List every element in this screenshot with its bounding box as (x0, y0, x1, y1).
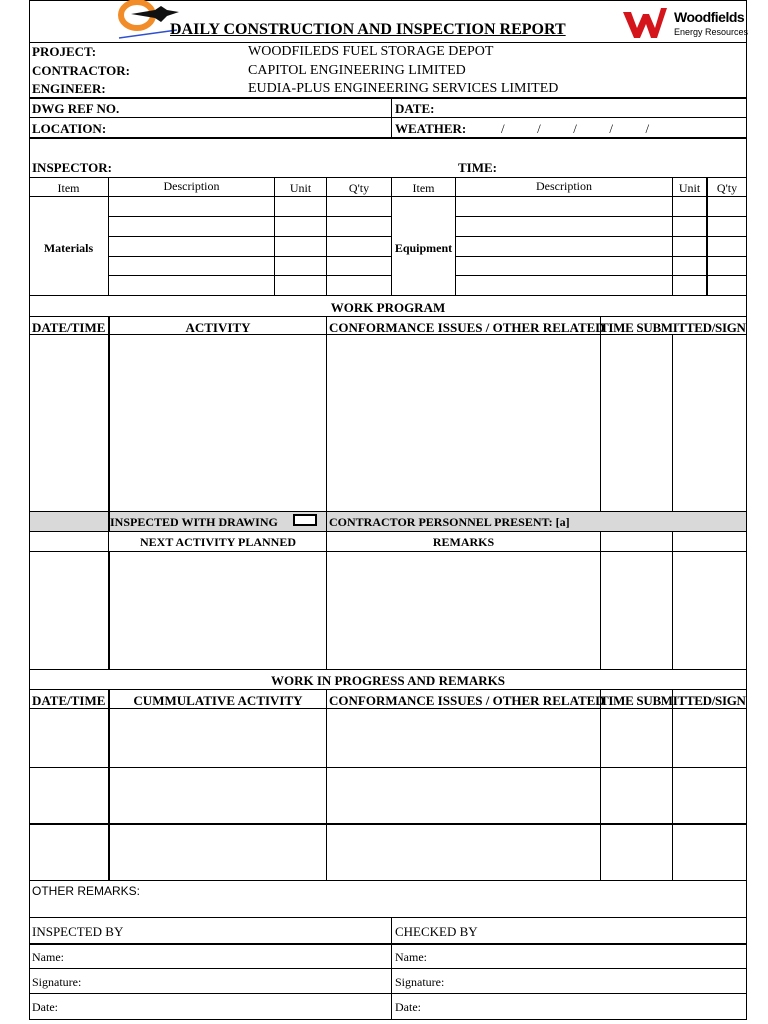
inspected-with-drawing-label: INSPECTED WITH DRAWING (110, 515, 278, 529)
inspector-name-label: Name: (32, 950, 64, 964)
materials-unit-header: Unit (289, 181, 312, 195)
checker-name-label: Name: (395, 950, 427, 964)
time-label: TIME: (458, 160, 497, 175)
contractor-label: CONTRACTOR: (32, 63, 130, 78)
work-in-progress-heading: WORK IN PROGRESS AND REMARKS (270, 673, 506, 688)
location-label: LOCATION: (32, 121, 107, 136)
inspected-with-drawing-checkbox[interactable] (293, 514, 317, 526)
engineer-value: EUDIA-PLUS ENGINEERING SERVICES LIMITED (248, 81, 559, 96)
checked-by-label: CHECKED BY (395, 924, 478, 939)
weather-label: WEATHER: (395, 121, 467, 136)
weather-blanks: / / / / / (501, 121, 650, 136)
equipment-unit-header: Unit (678, 181, 701, 195)
contractor-personnel-label: CONTRACTOR PERSONNEL PRESENT: [a] (329, 515, 570, 529)
checker-signature-label: Signature: (395, 975, 445, 989)
wp-datetime-header: DATE/TIME (32, 320, 106, 335)
inspector-label: INSPECTOR: (32, 160, 112, 175)
wip-cumulative-header: CUMMULATIVE ACTIVITY (133, 693, 303, 708)
work-program-heading: WORK PROGRAM (330, 300, 446, 315)
materials-item-header: Item (57, 181, 80, 195)
date-label: DATE: (395, 101, 435, 116)
wp-conformance-header: CONFORMANCE ISSUES / OTHER RELATED (329, 320, 605, 335)
wip-time-submitted-header: TIME SUBMITTED/SIGN (600, 693, 746, 708)
checker-date-label: Date: (395, 1000, 421, 1014)
report-title: DAILY CONSTRUCTION AND INSPECTION REPORT (170, 21, 566, 38)
engineer-label: ENGINEER: (32, 81, 106, 96)
materials-label: Materials (43, 241, 94, 255)
equipment-item-header: Item (412, 181, 435, 195)
wp-time-submitted-header: TIME SUBMITTED/SIGN (600, 320, 746, 335)
remarks-header: REMARKS (432, 535, 495, 549)
next-activity-header: NEXT ACTIVITY PLANNED (139, 535, 297, 549)
materials-description-header: Description (163, 179, 220, 193)
woodfields-w-icon (621, 4, 669, 40)
inspected-by-label: INSPECTED BY (32, 924, 124, 939)
inspector-date-label: Date: (32, 1000, 58, 1014)
report-form (29, 0, 747, 1020)
wp-activity-header: ACTIVITY (185, 320, 251, 335)
other-remarks-label: OTHER REMARKS: (32, 884, 141, 898)
inspector-signature-label: Signature: (32, 975, 82, 989)
equipment-qty-header: Q'ty (716, 181, 738, 195)
wip-conformance-header: CONFORMANCE ISSUES / OTHER RELATED (329, 693, 605, 708)
project-value: WOODFILEDS FUEL STORAGE DEPOT (248, 44, 494, 59)
wip-datetime-header: DATE/TIME (32, 693, 106, 708)
logo-brand-name: Woodfields (674, 9, 745, 25)
equipment-description-header: Description (536, 179, 592, 193)
contractor-value: CAPITOL ENGINEERING LIMITED (248, 63, 466, 78)
logo-brand-tagline: Energy Resources (674, 27, 749, 37)
project-label: PROJECT: (32, 44, 97, 59)
materials-qty-header: Q'ty (348, 181, 370, 195)
equipment-label: Equipment (394, 241, 453, 255)
dwg-ref-label: DWG REF NO. (32, 101, 120, 116)
